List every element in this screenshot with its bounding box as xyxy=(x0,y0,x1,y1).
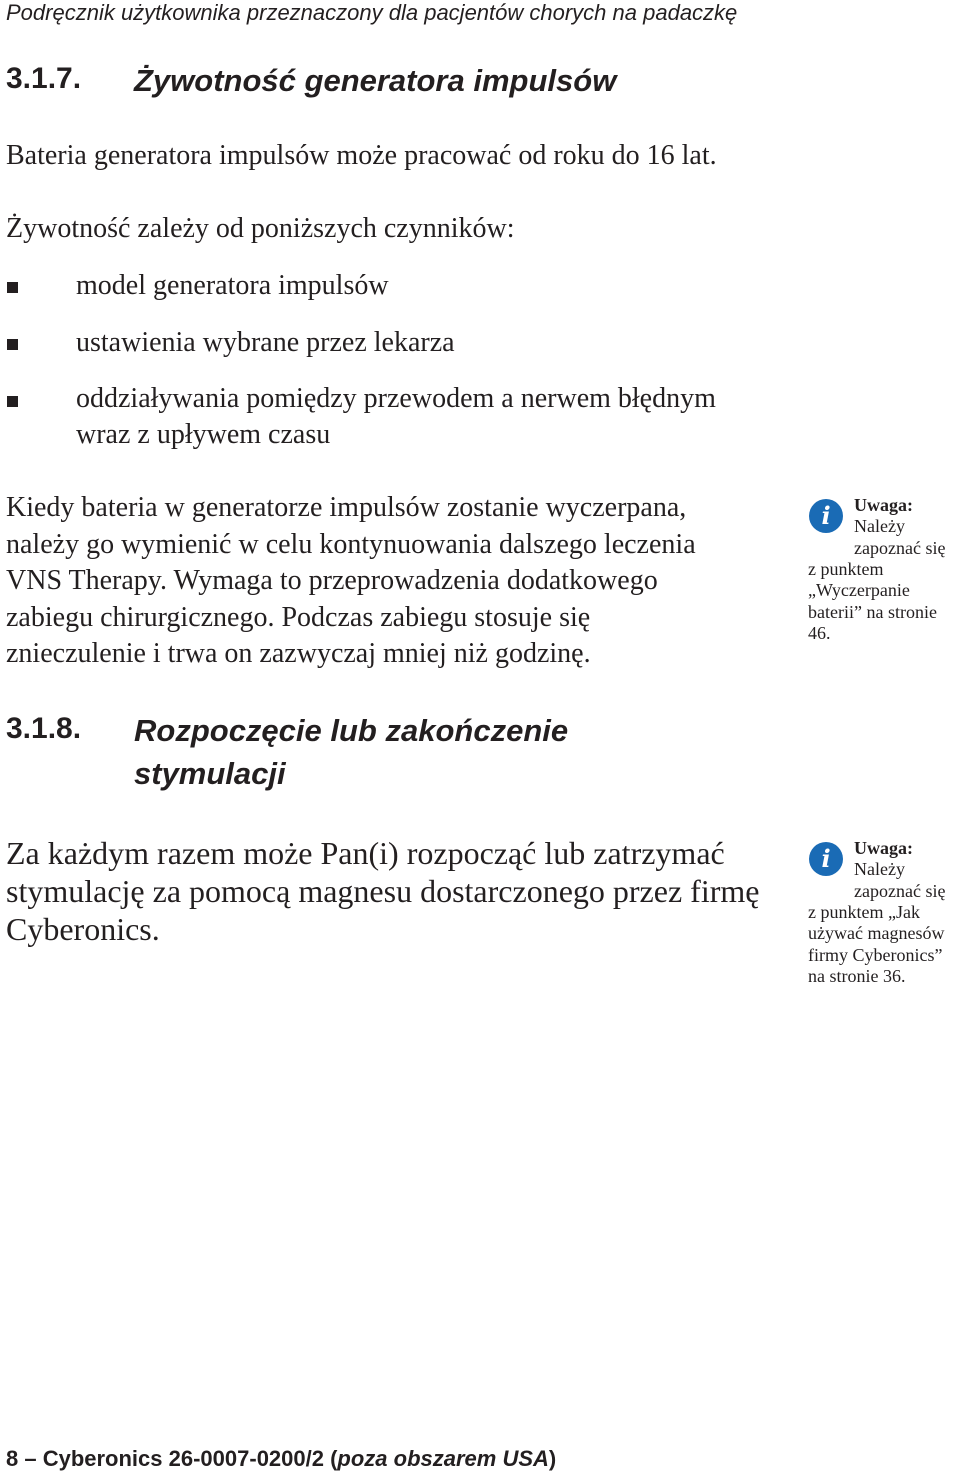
section-title-line: Rozpoczęcie lub zakończenie xyxy=(134,713,569,748)
paragraph-line: należy go wymienić w celu kontynuowania dalszego leczenia xyxy=(6,528,696,560)
note-line: „Wyczerpanie xyxy=(808,580,910,600)
note-label: Uwaga: xyxy=(854,495,913,515)
note-line: Należy xyxy=(854,859,905,879)
section-title: Żywotność generatora impulsów xyxy=(134,63,617,98)
info-icon: i xyxy=(809,842,843,876)
bullet-item: ustawienia wybrane przez lekarza xyxy=(76,327,455,358)
bullet-item: model generatora impulsów xyxy=(76,270,389,301)
note-line: Należy xyxy=(854,516,905,536)
footer-prefix: 8 – Cyberonics 26-0007-0200/2 ( xyxy=(6,1446,338,1471)
note-line: 46. xyxy=(808,623,831,643)
footer-suffix: ) xyxy=(548,1446,557,1471)
paragraph-line: Cyberonics. xyxy=(6,911,160,947)
note-line: zapoznać się xyxy=(854,881,946,901)
note-line: zapoznać się xyxy=(854,538,946,558)
note-line: z punktem xyxy=(808,559,884,579)
bullet-item-line: wraz z upływem czasu xyxy=(76,419,331,450)
section-number: 3.1.8. xyxy=(6,712,82,745)
note-line: używać magnesów xyxy=(808,923,945,943)
bullet-marker xyxy=(7,282,18,293)
section-title-line: stymulacji xyxy=(134,756,286,791)
paragraph-line: VNS Therapy. Wymaga to przeprowadzenia dodatkowego xyxy=(6,565,658,596)
paragraph-line: Kiedy bateria w generatorze impulsów zostanie wyczerpana, xyxy=(6,492,687,523)
magnet-paragraph xyxy=(6,834,759,948)
note-line: z punktem „Jak xyxy=(808,902,920,922)
bullet-item-line: oddziaływania pomiędzy przewodem a nerwem błędnym xyxy=(76,383,716,414)
bullet-marker xyxy=(7,339,18,350)
page-footer xyxy=(6,1446,556,1472)
bullet-marker xyxy=(7,396,18,407)
section-number: 3.1.7. xyxy=(6,62,82,95)
paragraph-line: zabiegu chirurgicznego. Podczas zabiegu stosuje się xyxy=(6,601,591,633)
running-header: Podręcznik użytkownika przeznaczony dla pacjentów chorych na padaczkę xyxy=(6,0,738,25)
note-line: firmy Cyberonics” xyxy=(808,945,943,965)
note-line: na stronie 36. xyxy=(808,966,906,986)
battery-replacement-paragraph xyxy=(6,490,696,673)
section-title xyxy=(134,709,568,795)
note-line: baterii” na stronie xyxy=(808,602,937,622)
bullet-item xyxy=(76,381,716,453)
intro-paragraph: Bateria generatora impulsów może pracować od roku do 16 lat. xyxy=(6,140,717,171)
paragraph-line: stymulację za pomocą magnesu dostarczonego przez firmę xyxy=(6,873,760,909)
info-icon: i xyxy=(809,499,843,533)
factors-lead: Żywotność zależy od poniższych czynników: xyxy=(6,213,515,244)
paragraph-line: znieczulenie i trwa on zazwyczaj mniej niż godzinę. xyxy=(6,638,591,669)
footer-italic: poza obszarem USA xyxy=(337,1446,549,1471)
paragraph-line: Za każdym razem może Pan(i) rozpocząć lub zatrzymać xyxy=(6,835,725,871)
note-label: Uwaga: xyxy=(854,838,913,858)
